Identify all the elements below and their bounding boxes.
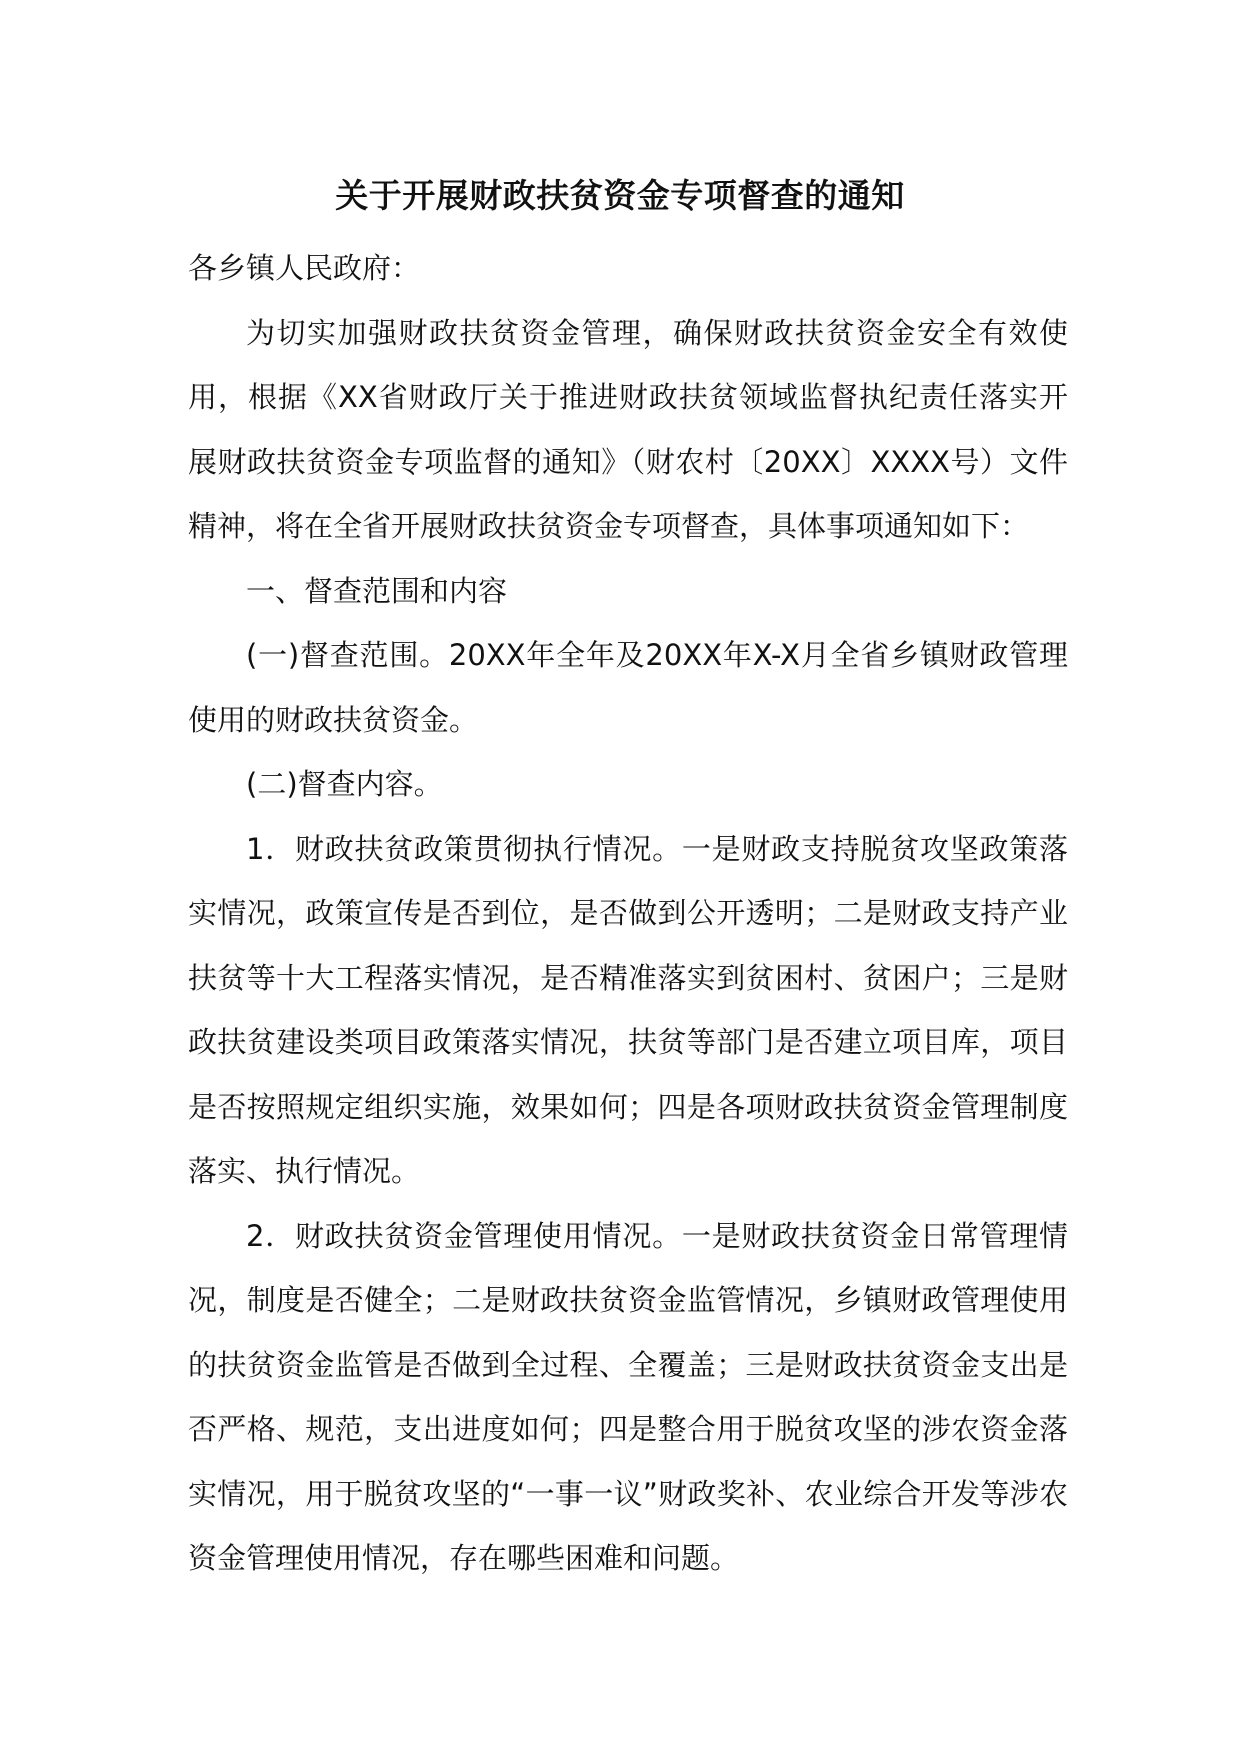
paragraph-scope: (一)督查范围。20XX年全年及20XX年X-X月全省乡镇财政管理使用的财政扶贫资金。	[188, 638, 1068, 737]
section-heading-scope-content: 一、督查范围和内容	[246, 573, 508, 608]
paragraph-content-heading: (二)督查内容。	[246, 767, 443, 801]
paragraph-item-2: 2．财政扶贫资金管理使用情况。一是财政扶贫资金日常管理情况，制度是否健全；二是财政扶贫资金监管情况，乡镇财政管理使用的扶贫资金监管是否做到全过程、全覆盖；三是财政扶贫资金支出是否严格、规范，支出进度如何；四是整合用于脱贫攻坚的涉农资金落实情况，用于脱贫攻坚的“一事一议”财政奖补、农业综合开发等涉农资金管理使用情况，存在哪些困难和问题。	[188, 1218, 1068, 1575]
paragraph-item-1: 1．财政扶贫政策贯彻执行情况。一是财政支持脱贫攻坚政策落实情况，政策宣传是否到位，是否做到公开透明；二是财政支持产业扶贫等十大工程落实情况，是否精准落实到贫困村、贫困户；三是财政扶贫建设类项目政策落实情况，扶贫等部门是否建立项目库，项目是否按照规定组织实施，效果如何；四是各项财政扶贫资金管理制度落实、执行情况。	[188, 831, 1068, 1188]
document-body	[188, 236, 1068, 1591]
salutation: 各乡镇人民政府：	[188, 251, 421, 285]
paragraph-intro: 为切实加强财政扶贫资金管理，确保财政扶贫资金安全有效使用，根据《XX省财政厅关于推进财政扶贫领域监督执纪责任落实开展财政扶贫资金专项监督的通知》（财农村〔20XX〕XXXX号）文件精神，将在全省开展财政扶贫资金专项督查，具体事项通知如下：	[188, 315, 1068, 543]
document-title: 关于开展财政扶贫资金专项督查的通知	[335, 176, 905, 215]
